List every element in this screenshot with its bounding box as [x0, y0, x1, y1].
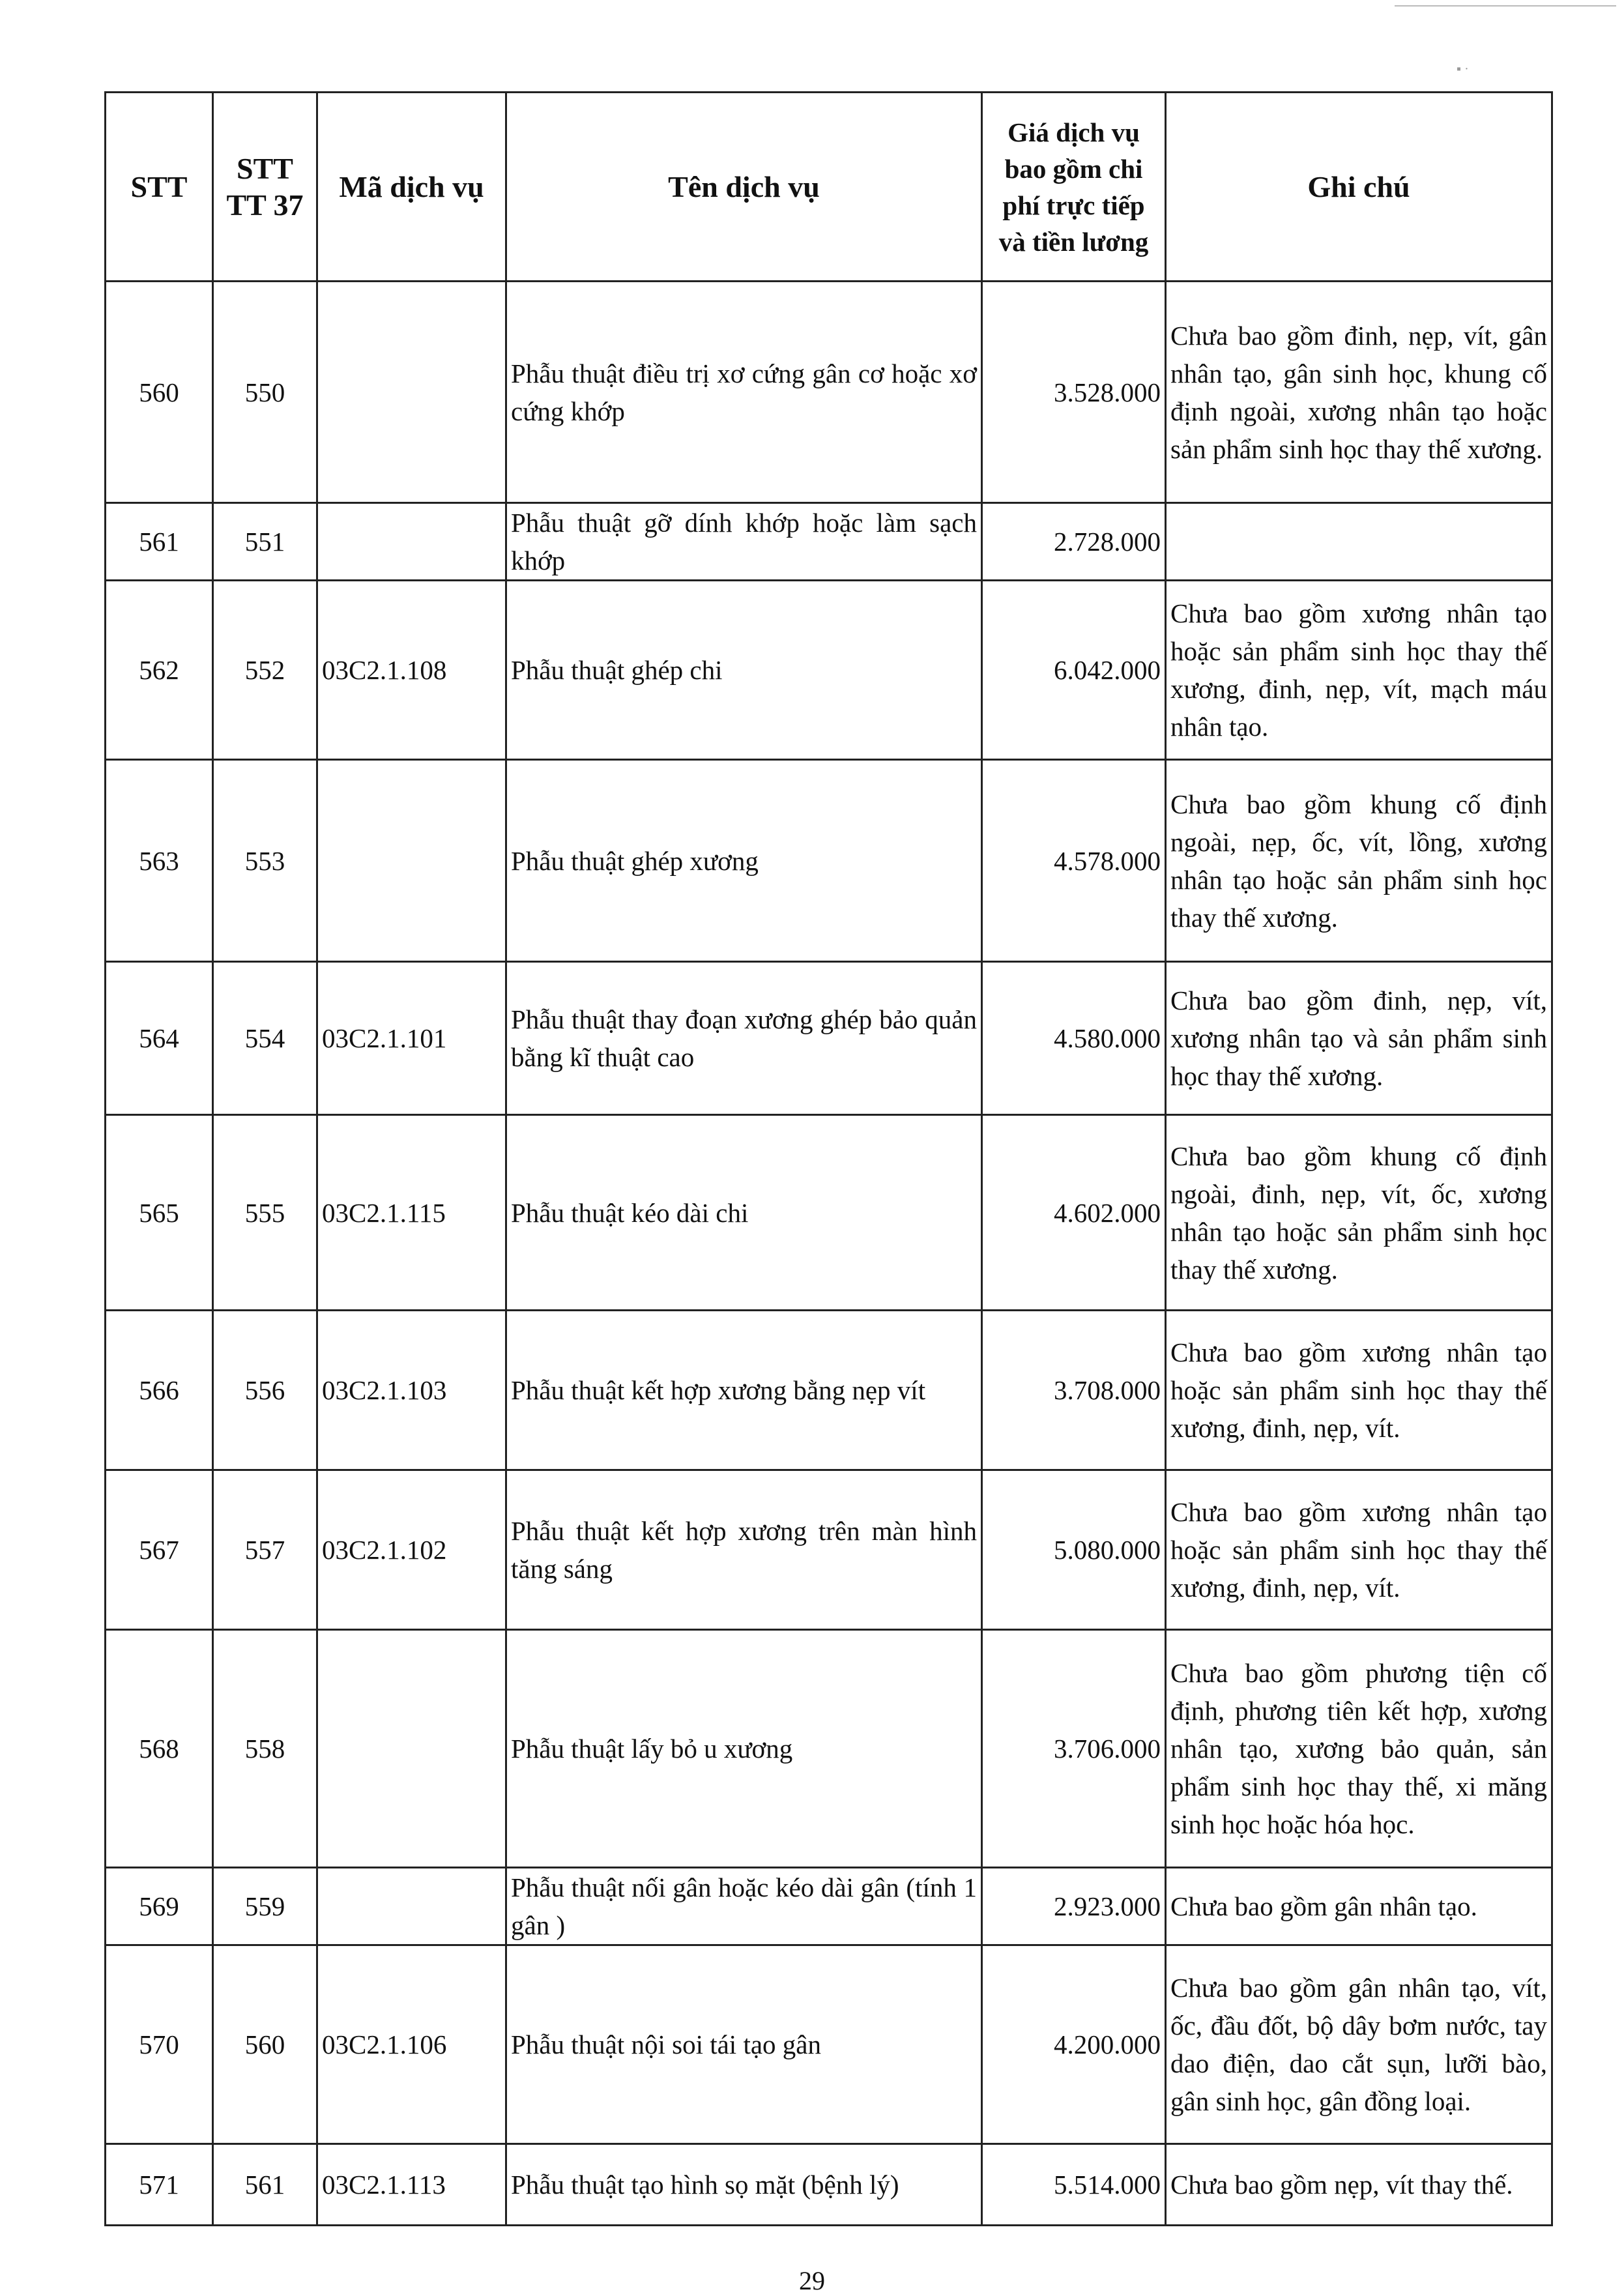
- row-note: Chưa bao gồm gân nhân tạo.: [1166, 1868, 1552, 1945]
- row-stt: 560: [106, 282, 213, 503]
- row-price: 6.042.000: [982, 581, 1166, 760]
- row-stt: 569: [106, 1868, 213, 1945]
- table-row: [106, 282, 1552, 503]
- header-service-name: Tên dịch vụ: [506, 93, 982, 282]
- row-service-code: 03C2.1.108: [317, 581, 506, 760]
- row-stt-tt37: 552: [213, 581, 317, 760]
- table-row: [106, 2144, 1552, 2226]
- row-note: Chưa bao gồm khung cố định ngoài, nẹp, ốc, vít, lồng, xương nhân tạo hoặc sản phẩm sinh học thay thế xương.: [1166, 760, 1552, 962]
- row-service-code: [317, 1868, 506, 1945]
- row-service-code: 03C2.1.101: [317, 962, 506, 1115]
- row-note: Chưa bao gồm xương nhân tạo hoặc sản phẩm sinh học thay thế xương, đinh, nẹp, vít.: [1166, 1311, 1552, 1470]
- row-stt: 568: [106, 1630, 213, 1868]
- table-row: [106, 1311, 1552, 1470]
- row-service-code: 03C2.1.103: [317, 1311, 506, 1470]
- row-note: Chưa bao gồm xương nhân tạo hoặc sản phẩm sinh học thay thế xương, đinh, nẹp, vít, mạch máu nhân tạo.: [1166, 581, 1552, 760]
- price-table: [104, 91, 1553, 2226]
- table-row: [106, 503, 1552, 581]
- row-stt: 570: [106, 1945, 213, 2144]
- row-stt: 561: [106, 503, 213, 581]
- row-note: Chưa bao gồm gân nhân tạo, vít, ốc, đầu đốt, bộ dây bơm nước, tay dao điện, dao cắt sụn, lưỡi bào, gân sinh học, gân đồng loại.: [1166, 1945, 1552, 2144]
- table-row: [106, 1945, 1552, 2144]
- row-price: 2.728.000: [982, 503, 1166, 581]
- row-stt-tt37: 553: [213, 760, 317, 962]
- row-service-name: Phẫu thuật nội soi tái tạo gân: [506, 1945, 982, 2144]
- row-stt: 563: [106, 760, 213, 962]
- row-service-name: Phẫu thuật ghép xương: [506, 760, 982, 962]
- row-stt-tt37: 555: [213, 1115, 317, 1311]
- row-service-code: [317, 1630, 506, 1868]
- row-service-code: [317, 282, 506, 503]
- row-service-name: Phẫu thuật thay đoạn xương ghép bảo quản bằng kĩ thuật cao: [506, 962, 982, 1115]
- table-header-row: [106, 93, 1552, 282]
- header-note: Ghi chú: [1166, 93, 1552, 282]
- row-service-name: Phẫu thuật tạo hình sọ mặt (bệnh lý): [506, 2144, 982, 2226]
- row-service-name: Phẫu thuật nối gân hoặc kéo dài gân (tính 1 gân ): [506, 1868, 982, 1945]
- row-stt-tt37: 561: [213, 2144, 317, 2226]
- row-stt-tt37: 559: [213, 1868, 317, 1945]
- scan-specks: ▪ ·: [1457, 62, 1469, 76]
- scan-top-line: [1395, 5, 1616, 7]
- row-price: 3.706.000: [982, 1630, 1166, 1868]
- row-stt-tt37: 560: [213, 1945, 317, 2144]
- header-stt: STT: [106, 93, 213, 282]
- row-service-code: 03C2.1.113: [317, 2144, 506, 2226]
- row-stt-tt37: 551: [213, 503, 317, 581]
- row-note: Chưa bao gồm phương tiện cố định, phương tiên kết hợp, xương nhân tạo, xương bảo quản, sản phẩm sinh học thay thế, xi măng sinh học hoặc hóa học.: [1166, 1630, 1552, 1868]
- header-stt-tt37: STT TT 37: [213, 93, 317, 282]
- row-note: [1166, 503, 1552, 581]
- row-stt-tt37: 550: [213, 282, 317, 503]
- row-stt: 571: [106, 2144, 213, 2226]
- table-row: [106, 962, 1552, 1115]
- row-service-name: Phẫu thuật kết hợp xương bằng nẹp vít: [506, 1311, 982, 1470]
- row-stt-tt37: 556: [213, 1311, 317, 1470]
- row-stt-tt37: 558: [213, 1630, 317, 1868]
- table-row: [106, 581, 1552, 760]
- row-service-name: Phẫu thuật gỡ dính khớp hoặc làm sạch khớp: [506, 503, 982, 581]
- table-row: [106, 760, 1552, 962]
- row-service-code: [317, 760, 506, 962]
- row-stt: 566: [106, 1311, 213, 1470]
- table-row: [106, 1630, 1552, 1868]
- row-service-name: Phẫu thuật kéo dài chi: [506, 1115, 982, 1311]
- row-stt: 564: [106, 962, 213, 1115]
- row-stt: 565: [106, 1115, 213, 1311]
- row-service-name: Phẫu thuật kết hợp xương trên màn hình tăng sáng: [506, 1470, 982, 1630]
- row-price: 5.514.000: [982, 2144, 1166, 2226]
- row-note: Chưa bao gồm đinh, nẹp, vít, gân nhân tạo, gân sinh học, khung cố định ngoài, xương nhân tạo hoặc sản phẩm sinh học thay thế xương.: [1166, 282, 1552, 503]
- table-row: [106, 1470, 1552, 1630]
- row-price: 4.200.000: [982, 1945, 1166, 2144]
- row-price: 4.602.000: [982, 1115, 1166, 1311]
- table-row: [106, 1868, 1552, 1945]
- row-note: Chưa bao gồm xương nhân tạo hoặc sản phẩm sinh học thay thế xương, đinh, nẹp, vít.: [1166, 1470, 1552, 1630]
- row-service-name: Phẫu thuật ghép chi: [506, 581, 982, 760]
- page-number: 29: [799, 2266, 825, 2295]
- row-note: Chưa bao gồm đinh, nẹp, vít, xương nhân tạo và sản phẩm sinh học thay thế xương.: [1166, 962, 1552, 1115]
- table-row: [106, 1115, 1552, 1311]
- row-stt-tt37: 554: [213, 962, 317, 1115]
- row-service-name: Phẫu thuật điều trị xơ cứng gân cơ hoặc xơ cứng khớp: [506, 282, 982, 503]
- row-note: Chưa bao gồm khung cố định ngoài, đinh, nẹp, vít, ốc, xương nhân tạo hoặc sản phẩm sinh học thay thế xương.: [1166, 1115, 1552, 1311]
- row-stt: 562: [106, 581, 213, 760]
- header-price: Giá dịch vụ bao gồm chi phí trực tiếp và tiền lương: [982, 93, 1166, 282]
- row-service-code: 03C2.1.106: [317, 1945, 506, 2144]
- row-price: 5.080.000: [982, 1470, 1166, 1630]
- row-price: 3.708.000: [982, 1311, 1166, 1470]
- row-note: Chưa bao gồm nẹp, vít thay thế.: [1166, 2144, 1552, 2226]
- row-service-code: 03C2.1.102: [317, 1470, 506, 1630]
- row-stt: 567: [106, 1470, 213, 1630]
- row-service-code: 03C2.1.115: [317, 1115, 506, 1311]
- row-stt-tt37: 557: [213, 1470, 317, 1630]
- row-service-code: [317, 503, 506, 581]
- row-price: 4.578.000: [982, 760, 1166, 962]
- row-price: 2.923.000: [982, 1868, 1166, 1945]
- row-price: 4.580.000: [982, 962, 1166, 1115]
- row-price: 3.528.000: [982, 282, 1166, 503]
- header-service-code: Mã dịch vụ: [317, 93, 506, 282]
- row-service-name: Phẫu thuật lấy bỏ u xương: [506, 1630, 982, 1868]
